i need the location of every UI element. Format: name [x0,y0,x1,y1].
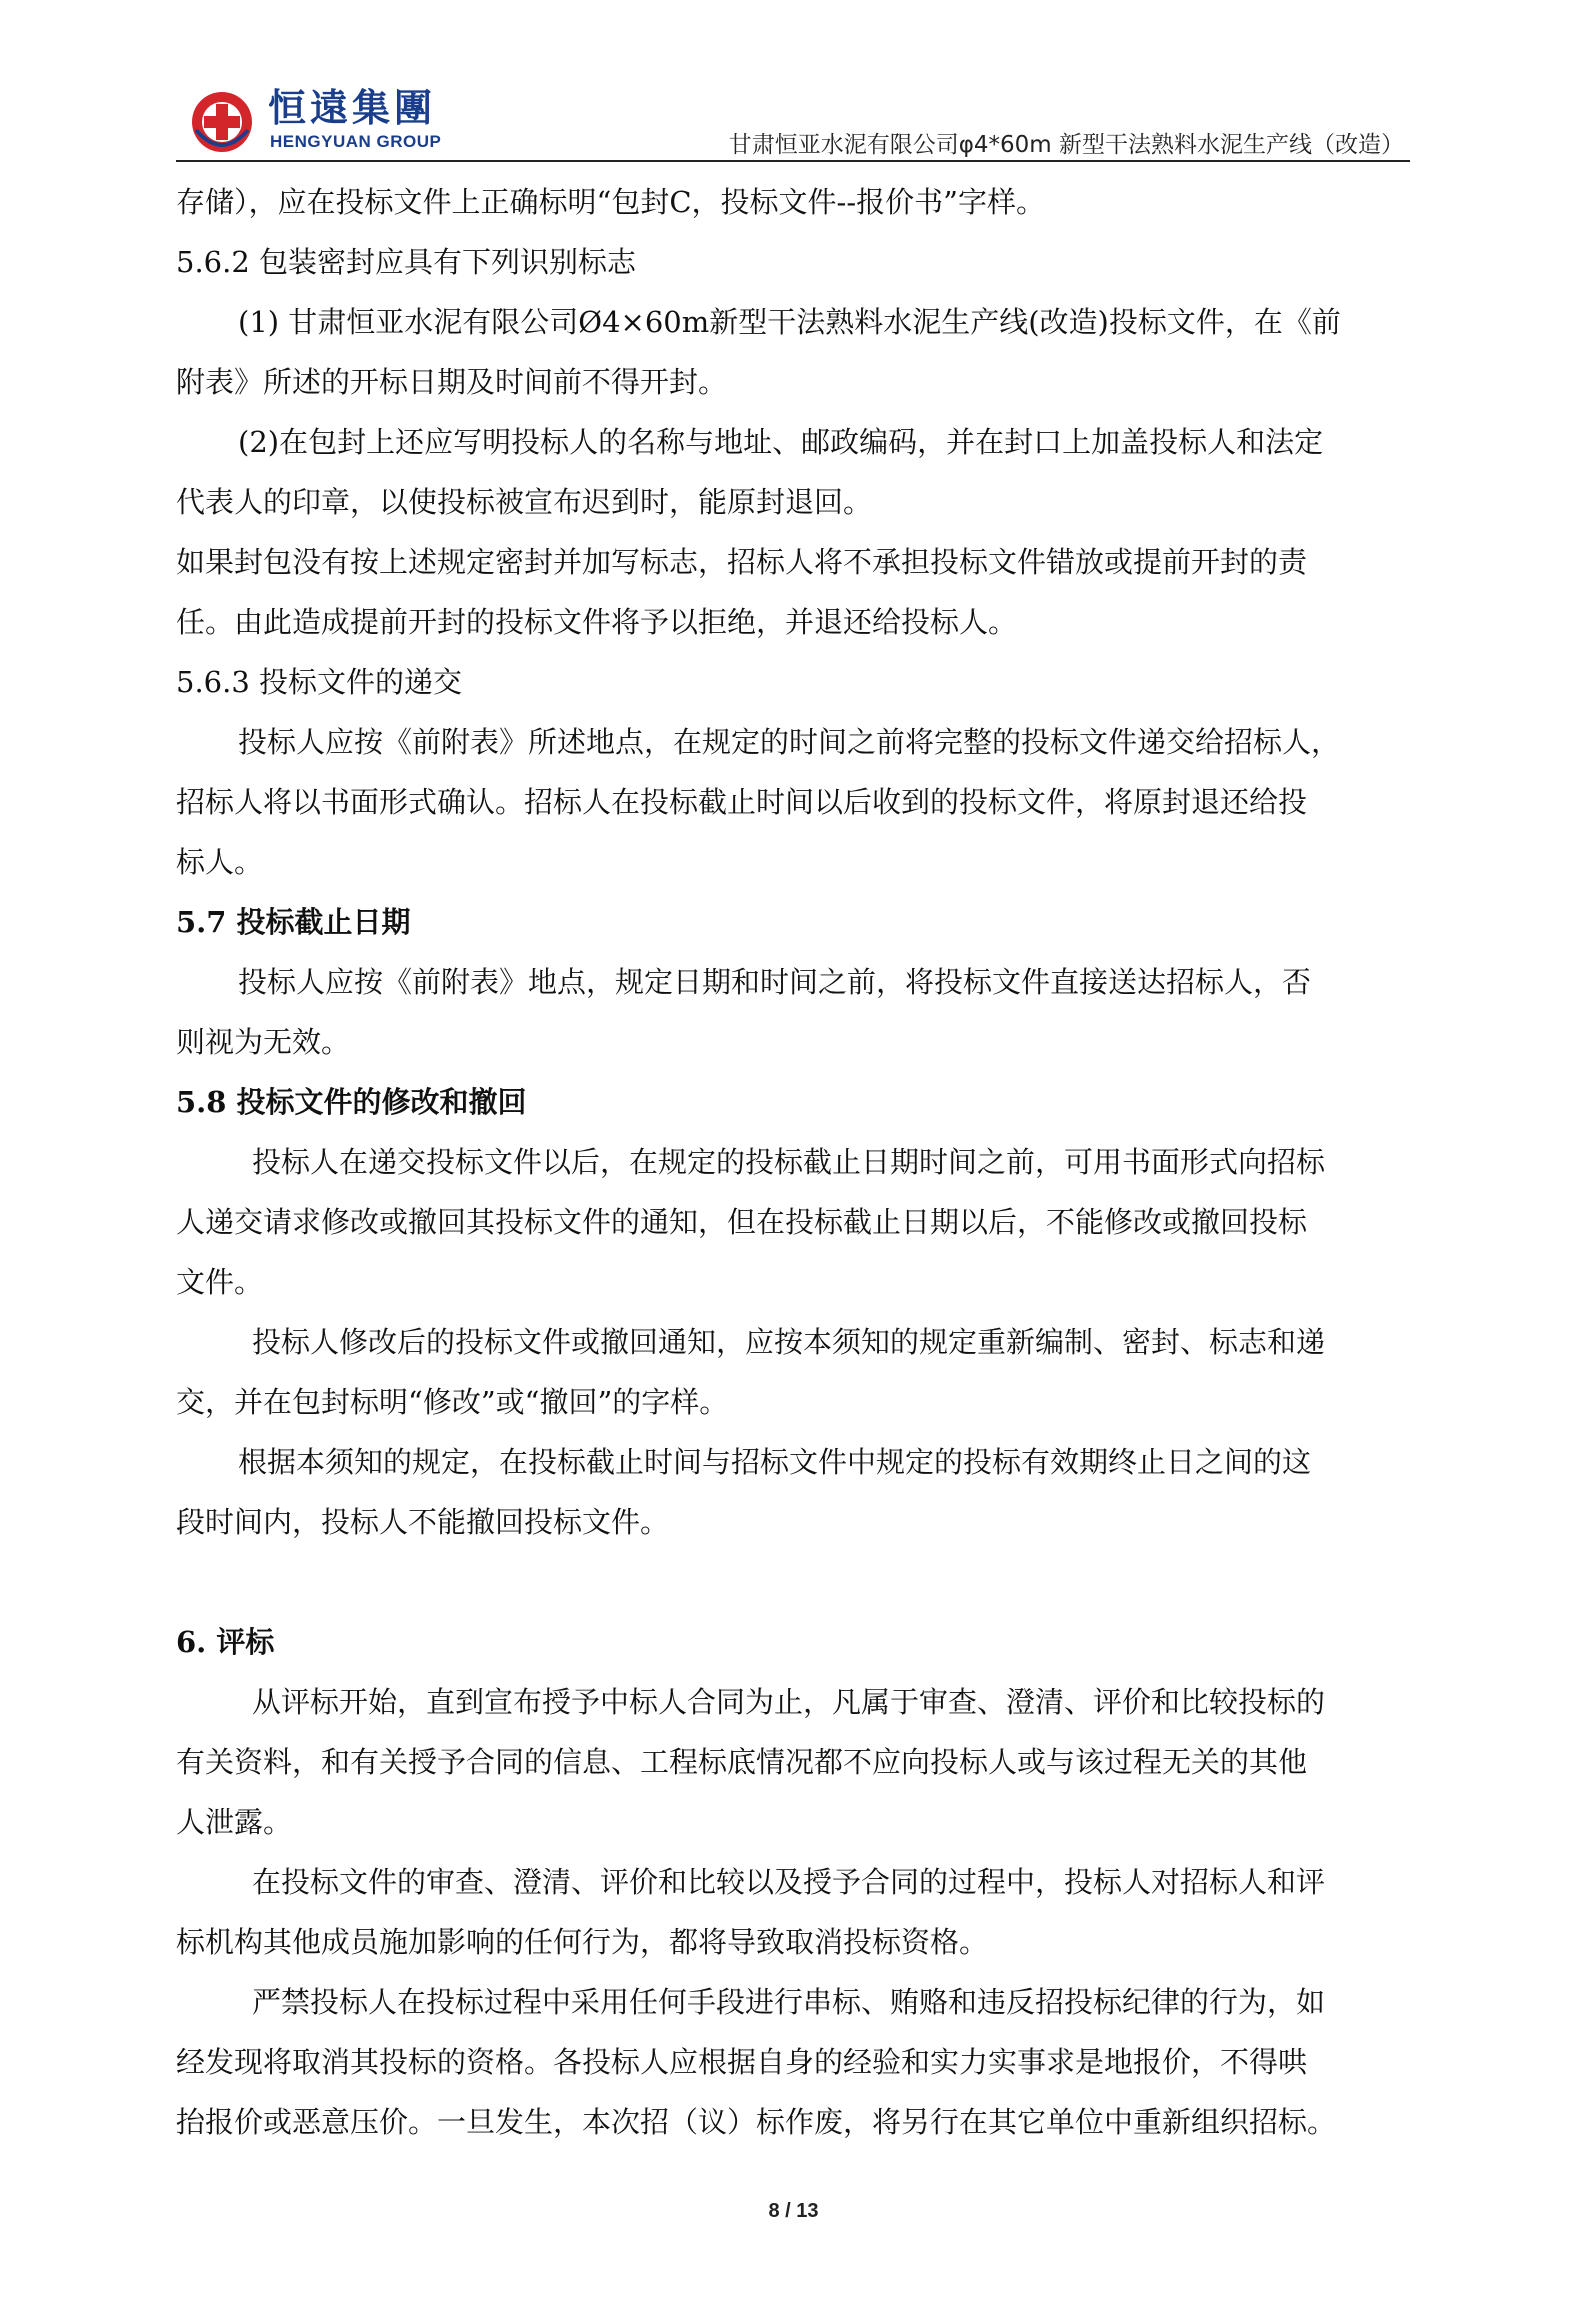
section-heading: 5.6.2 包装密封应具有下列识别标志 [176,245,637,279]
section-heading: 6. 评标 [176,1625,275,1659]
section-heading: 5.6.3 投标文件的递交 [176,665,463,699]
paragraph-line: 文件。 [176,1265,264,1299]
paragraph-line: 从评标开始，直到宣布授予中标人合同为止，凡属于审查、澄清、评价和比较投标的 [252,1685,1326,1719]
section-heading: 5.7 投标截止日期 [176,905,411,939]
page-number: 8 / 13 [768,2200,819,2222]
company-logo [190,86,550,156]
paragraph-line: 投标人修改后的投标文件或撤回通知，应按本须知的规定重新编制、密封、标志和递 [252,1325,1326,1359]
header-divider [176,160,1410,162]
paragraph-line: 投标人在递交投标文件以后，在规定的投标截止日期时间之前，可用书面形式向招标 [252,1145,1326,1179]
paragraph-line: 人递交请求修改或撤回其投标文件的通知，但在投标截止日期以后，不能修改或撤回投标 [176,1205,1308,1239]
paragraph-line: 则视为无效。 [176,1025,351,1059]
page-header [176,82,1410,160]
paragraph-line: 人泄露。 [176,1805,293,1839]
paragraph-line: 严禁投标人在投标过程中采用任何手段进行串标、贿赂和违反招投标纪律的行为，如 [252,1985,1326,2019]
section-heading: 5.8 投标文件的修改和撤回 [176,1085,527,1119]
document-body [176,172,1410,2152]
paragraph-line: (1) 甘肃恒亚水泥有限公司Ø4×60m新型干法熟料水泥生产线(改造)投标文件，在《前 [238,305,1341,339]
paragraph-line: 有关资料，和有关授予合同的信息、工程标底情况都不应向投标人或与该过程无关的其他 [176,1745,1308,1779]
paragraph-line: 投标人应按《前附表》地点，规定日期和时间之前，将投标文件直接送达招标人，否 [238,965,1312,999]
hengyuan-logo-icon [190,90,254,154]
logo-english-name: HENGYUAN GROUP [270,132,442,151]
paragraph-line: 段时间内，投标人不能撤回投标文件。 [176,1505,670,1539]
paragraph-line: 存储），应在投标文件上正确标明“包封C，投标文件--报价书”字样。 [176,185,1045,219]
paragraph-line: 抬报价或恶意压价。一旦发生，本次招（议）标作废，将另行在其它单位中重新组织招标。 [176,2105,1337,2139]
logo-chinese-name: 恒遠集團 [268,86,437,130]
paragraph-line: 如果封包没有按上述规定密封并加写标志，招标人将不承担投标文件错放或提前开封的责 [176,545,1308,579]
paragraph-line: 经发现将取消其投标的资格。各投标人应根据自身的经验和实力实事求是地报价，不得哄 [176,2045,1308,2079]
paragraph-line: 招标人将以书面形式确认。招标人在投标截止时间以后收到的投标文件，将原封退还给投 [176,785,1308,819]
paragraph-line: 根据本须知的规定，在投标截止时间与招标文件中规定的投标有效期终止日之间的这 [238,1445,1312,1479]
blank-spacer [176,1552,1410,1612]
paragraph-line: 在投标文件的审查、澄清、评价和比较以及授予合同的过程中，投标人对招标人和评 [252,1865,1326,1899]
paragraph-line: 标人。 [176,845,264,879]
paragraph-line: 交，并在包封标明“修改”或“撤回”的字样。 [176,1385,729,1419]
header-title: 甘肃恒亚水泥有限公司φ4*60m 新型干法熟料水泥生产线（改造） [728,132,1404,158]
paragraph-line: (2)在包封上还应写明投标人的名称与地址、邮政编码，并在封口上加盖投标人和法定 [238,425,1324,459]
paragraph-line: 投标人应按《前附表》所述地点，在规定的时间之前将完整的投标文件递交给招标人， [238,725,1341,759]
paragraph-line: 任。由此造成提前开封的投标文件将予以拒绝，并退还给投标人。 [176,605,1018,639]
paragraph-line: 附表》所述的开标日期及时间前不得开封。 [176,365,728,399]
paragraph-line: 标机构其他成员施加影响的任何行为，都将导致取消投标资格。 [176,1925,989,1959]
paragraph-line: 代表人的印章，以使投标被宣布迟到时，能原封退回。 [176,485,873,519]
